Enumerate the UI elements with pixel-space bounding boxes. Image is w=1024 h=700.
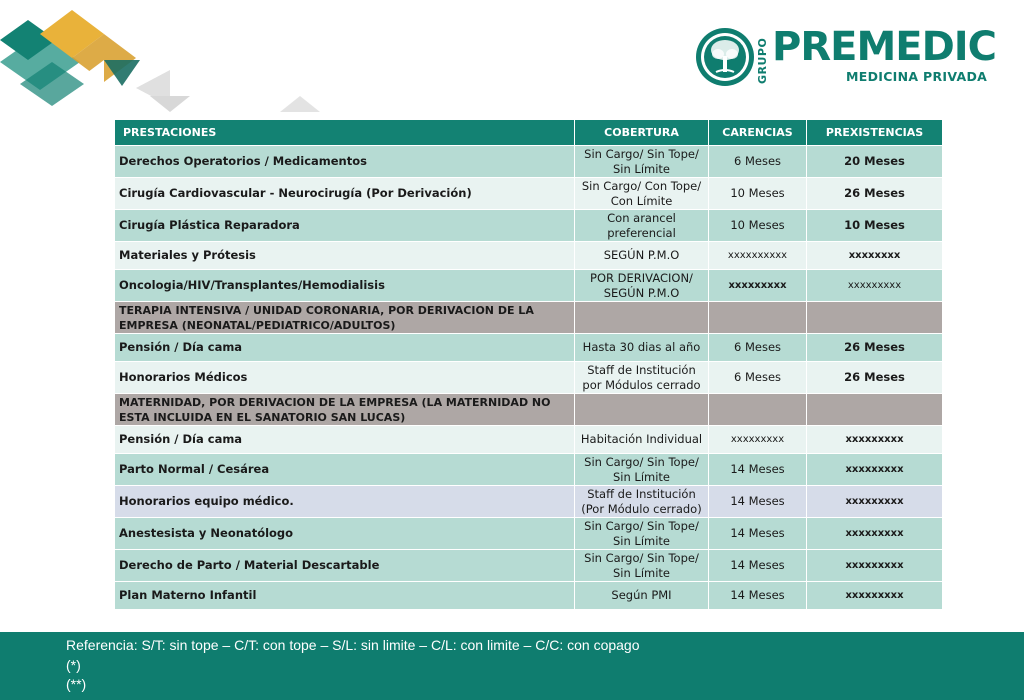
cell-cobertura: Sin Cargo/ Sin Tope/ Sin Límite (575, 550, 709, 582)
cell-prestacion: Materiales y Prótesis (115, 242, 575, 270)
cell-prestacion: Cirugía Cardiovascular - Neurocirugía (Por Derivación) (115, 178, 575, 210)
cell-prestacion: Plan Materno Infantil (115, 582, 575, 610)
cell-carencia: 14 Meses (709, 486, 807, 518)
tree-logo-icon (696, 28, 754, 86)
premedic-logo (696, 24, 997, 90)
cell-prexistencia: 20 Meses (807, 146, 943, 178)
cell-carencia: 14 Meses (709, 518, 807, 550)
cell-prestacion: Honorarios Médicos (115, 362, 575, 394)
table-row (115, 334, 943, 362)
table-row (115, 582, 943, 610)
cell-prexistencia: xxxxxxxxx (807, 518, 943, 550)
cell-prexistencia: 26 Meses (807, 362, 943, 394)
cell-carencia: 14 Meses (709, 582, 807, 610)
cell-carencia: 6 Meses (709, 334, 807, 362)
table-row (115, 486, 943, 518)
cell-cobertura: Sin Cargo/ Con Tope/ Con Límite (575, 178, 709, 210)
cell-cobertura: Hasta 30 dias al año (575, 334, 709, 362)
cell-carencia: xxxxxxxxx (709, 426, 807, 454)
logo-grupo-text: GRUPO (756, 37, 769, 84)
table-row (115, 426, 943, 454)
cell-prexistencia: 26 Meses (807, 178, 943, 210)
cell-carencia: 14 Meses (709, 454, 807, 486)
cell-prexistencia: 10 Meses (807, 210, 943, 242)
cell-prestacion: Derechos Operatorios / Medicamentos (115, 146, 575, 178)
header-carencias: CARENCIAS (709, 120, 807, 146)
table-row (115, 242, 943, 270)
cell-cobertura: Sin Cargo/ Sin Tope/ Sin Límite (575, 454, 709, 486)
cell-prexistencia: xxxxxxxx (807, 242, 943, 270)
header-prexistencias: PREXISTENCIAS (807, 120, 943, 146)
cell-prestacion: Cirugía Plástica Reparadora (115, 210, 575, 242)
cell-cobertura: Con arancel preferencial (575, 210, 709, 242)
cell-cobertura: Staff de Institución (Por Módulo cerrado) (575, 486, 709, 518)
footer-reference: Referencia: S/T: sin tope – C/T: con tope – S/L: sin limite – C/L: con limite – C/C: con copago (66, 637, 640, 653)
cell-cobertura: Sin Cargo/ Sin Tope/ Sin Límite (575, 146, 709, 178)
table-row (115, 454, 943, 486)
cell-carencia (709, 302, 807, 334)
cell-carencia: 6 Meses (709, 146, 807, 178)
cell-carencia: 6 Meses (709, 362, 807, 394)
cell-carencia: 10 Meses (709, 210, 807, 242)
cell-cobertura: Staff de Institución por Módulos cerrado (575, 362, 709, 394)
header-cobertura: COBERTURA (575, 120, 709, 146)
cell-carencia: xxxxxxxxxx (709, 242, 807, 270)
cell-cobertura: Habitación Individual (575, 426, 709, 454)
cell-prexistencia: xxxxxxxxx (807, 426, 943, 454)
cell-prestacion: Pensión / Día cama (115, 426, 575, 454)
logo-brand-name: PREMEDIC (772, 24, 997, 70)
section-title-terapia-intensiva: TERAPIA INTENSIVA / UNIDAD CORONARIA, POR DERIVACION DE LA EMPRESA (NEONATAL/PEDIATRICO/ADULTOS) (115, 302, 575, 334)
cell-prestacion: Derecho de Parto / Material Descartable (115, 550, 575, 582)
cell-cobertura (575, 302, 709, 334)
cell-prexistencia: 26 Meses (807, 334, 943, 362)
cell-prexistencia: xxxxxxxxx (807, 454, 943, 486)
table-row (115, 550, 943, 582)
cell-prestacion: Pensión / Día cama (115, 334, 575, 362)
cell-cobertura (575, 394, 709, 426)
cell-prexistencia (807, 394, 943, 426)
cell-prexistencia: xxxxxxxxx (807, 486, 943, 518)
table-row (115, 518, 943, 550)
table-row (115, 270, 943, 302)
cell-cobertura: SEGÚN P.M.O (575, 242, 709, 270)
cell-prestacion: Oncologia/HIV/Transplantes/Hemodialisis (115, 270, 575, 302)
table-section-row (115, 394, 943, 426)
table-row (115, 210, 943, 242)
cell-cobertura: POR DERIVACION/ SEGÚN P.M.O (575, 270, 709, 302)
header-prestaciones: PRESTACIONES (115, 120, 575, 146)
cell-carencia: xxxxxxxxx (709, 270, 807, 302)
table-row (115, 362, 943, 394)
decorative-corner-graphic (0, 0, 340, 112)
logo-tagline: MEDICINA PRIVADA (846, 69, 988, 84)
section-title-maternidad: MATERNIDAD, POR DERIVACION DE LA EMPRESA (LA MATERNIDAD NO ESTA INCLUIDA EN EL SANATORIO SAN LUCAS) (115, 394, 575, 426)
footer-band (0, 632, 1024, 700)
cell-cobertura: Sin Cargo/ Sin Tope/ Sin Límite (575, 518, 709, 550)
cell-prestacion: Parto Normal / Cesárea (115, 454, 575, 486)
cell-cobertura: Según PMI (575, 582, 709, 610)
cell-prexistencia: xxxxxxxxx (807, 550, 943, 582)
cell-carencia (709, 394, 807, 426)
table-section-row (115, 302, 943, 334)
cell-prestacion: Honorarios equipo médico. (115, 486, 575, 518)
table-header-row (115, 120, 943, 146)
footer-note-2: (**) (66, 676, 87, 692)
cell-prexistencia: xxxxxxxxx (807, 270, 943, 302)
table-row (115, 178, 943, 210)
footer-note-1: (*) (66, 657, 81, 673)
cell-prestacion: Anestesista y Neonatólogo (115, 518, 575, 550)
cell-prexistencia (807, 302, 943, 334)
cell-carencia: 14 Meses (709, 550, 807, 582)
table-row (115, 146, 943, 178)
cell-prexistencia: xxxxxxxxx (807, 582, 943, 610)
coverage-table (114, 119, 943, 610)
cell-carencia: 10 Meses (709, 178, 807, 210)
